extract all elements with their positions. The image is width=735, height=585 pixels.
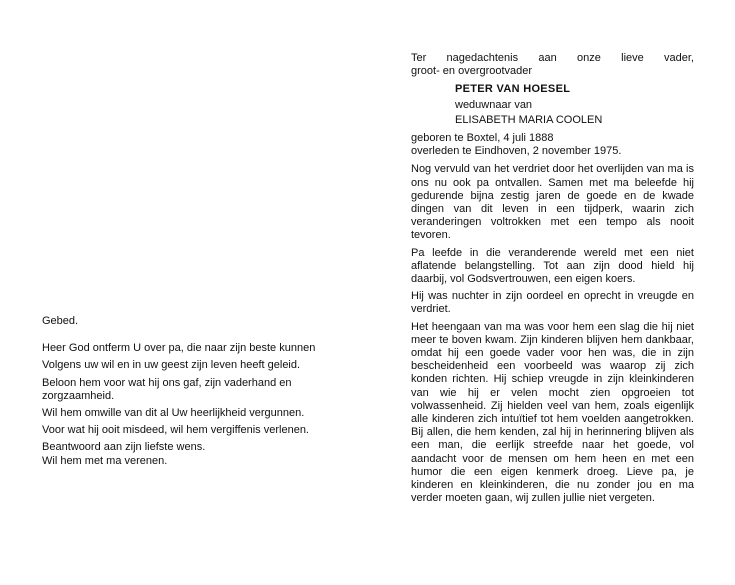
memorial-paragraph: Het heengaan van ma was voor hem een slag die hij niet meer te boven kwam. Zijn kinderen blijven hem dankbaar, omdat hij een goede vader voor hen was, die in zijn bescheidenheid een voorbeeld was waarop zij zich konden richten. Hij schiep vreugde in zijn kleinkinderen van wie hij er velen mocht zien opgroeien tot volwassenheid. Zij hielden veel van hem, zoals eigenlijk alle kinderen zich intuïtief tot hem voelden aangetrokken. Bij allen, die hem kenden, zal hij in herinnering blijven als een man, die eerlijk streefde naar het goede, vol aandacht voor de mensen om hem heen en met een humor die een eigen kenmerk droeg. Lieve pa, je kinderen en kleinkinderen, die nu zonder jou en ma verder moeten gaan, wij zullen jullie niet vergeten. <box>411 320 694 505</box>
spouse-name: ELISABETH MARIA COOLEN <box>455 113 603 126</box>
memorial-intro-continued: groot- en overgrootvader <box>411 65 533 78</box>
widower-label: weduwnaar van <box>455 98 533 111</box>
memorial-paragraph: Hij was nuchter in zijn oordeel en oprecht in vreugde en verdriet. <box>411 290 694 316</box>
memorial-paragraph: Pa leefde in die veranderende wereld met een niet aflatende belangstelling. Tot aan zijn dood hield hij daarbij, vol Godsvertrouwen, een eigen koers. <box>411 246 694 286</box>
prayer-line: Wil hem met ma verenen. <box>42 454 168 467</box>
prayer-line: Wil hem omwille van dit al Uw heerlijkheid vergunnen. <box>42 407 305 420</box>
death-info: overleden te Eindhoven, 2 november 1975. <box>411 145 622 158</box>
deceased-name: PETER VAN HOESEL <box>455 83 571 96</box>
birth-info: geboren te Boxtel, 4 juli 1888 <box>411 132 554 145</box>
memorial-intro: Ter nagedachtenis aan onze lieve vader, <box>411 52 694 64</box>
memorial-column <box>411 52 694 510</box>
prayer-line: Volgens uw wil en in uw geest zijn leven heeft geleid. <box>42 359 301 372</box>
prayer-line: Voor wat hij ooit misdeed, wil hem vergiffenis verlenen. <box>42 424 309 437</box>
prayer-column <box>42 315 327 472</box>
memorial-paragraph: Nog vervuld van het verdriet door het overlijden van ma is ons nu ook pa ontvallen. Samen met ma beleefde hij gedurende bijna zestig jaren de goede en de kwade dingen van dit leven in een tijdperk, waarin zich veranderingen voltrokken met een tempo als nooit tevoren. <box>411 163 694 242</box>
prayer-line: Beloon hem voor wat hij ons gaf, zijn vaderhand en zorgzaamheid. <box>42 376 292 402</box>
prayer-line: Beantwoord aan zijn liefste wens. <box>42 441 206 454</box>
prayer-line: Heer God ontferm U over pa, die naar zijn beste kunnen <box>42 342 316 355</box>
prayer-heading: Gebed. <box>42 315 79 327</box>
